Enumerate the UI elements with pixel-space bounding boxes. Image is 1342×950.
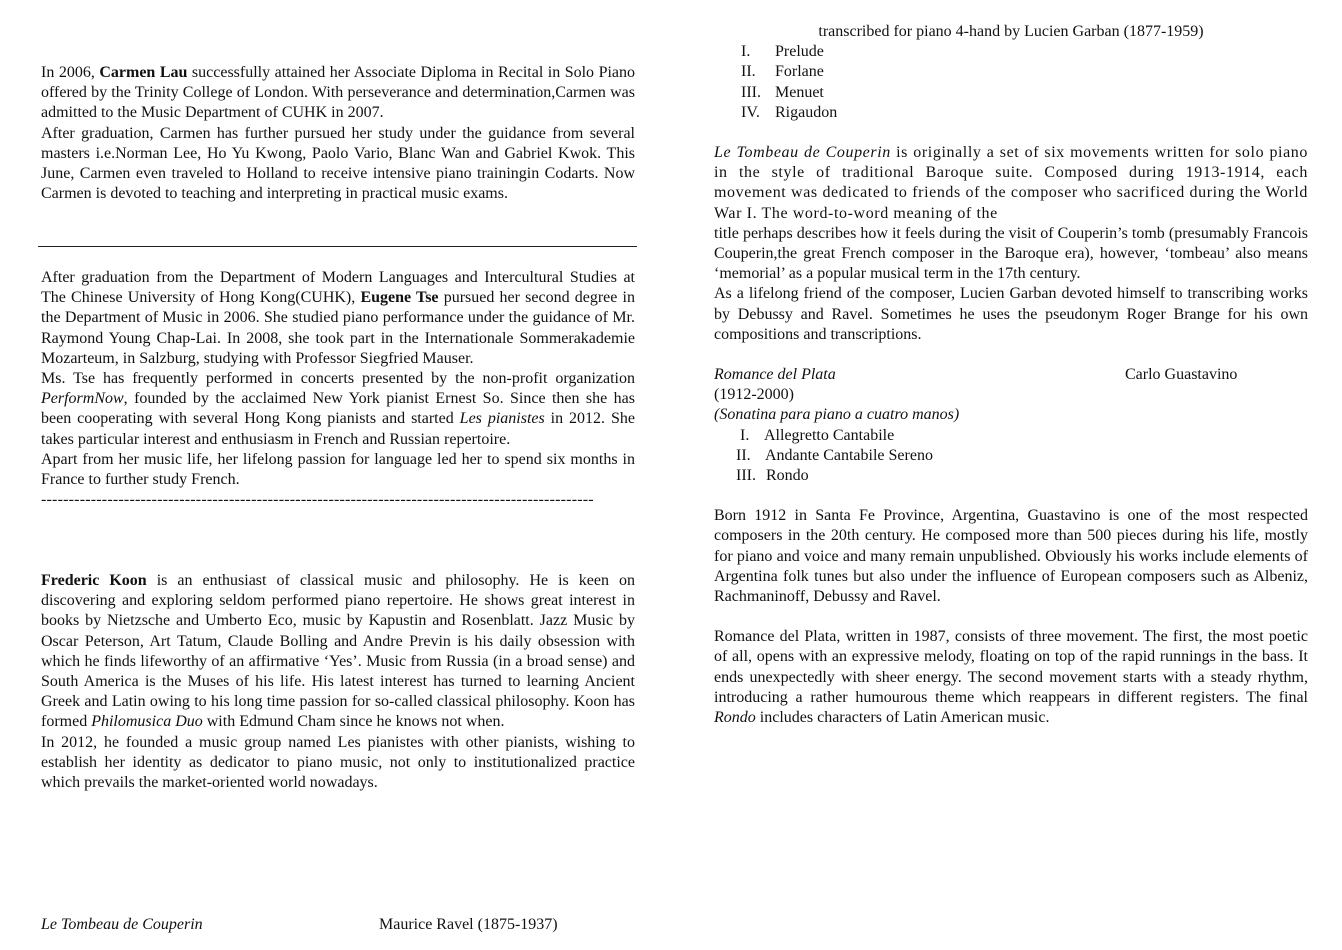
text-fragment: After graduation from the Department of Modern Languages and Intercultural Studies at The Chinese University of Hong Kong(CUHK),	[41, 269, 635, 307]
composer-ravel: Maurice Ravel (1875-1937)	[379, 916, 558, 933]
program-footer-entry	[41, 915, 641, 935]
work-subtitle-row	[714, 405, 1308, 425]
guastavino-notes-paragraph-1: Born 1912 in Santa Fe Province, Argentina, Guastavino is one of the most respected composers in the 20th century. He composed more than 500 pieces during his life, mostly for piano and voice and many remain unpublished. Obviously his works include elements of Argentina folk tunes but also under the influence of European composers such as Albeniz, Rachmaninoff, Debussy and Ravel.	[714, 507, 1308, 605]
carmen-bio-paragraph-1	[41, 63, 635, 124]
movement-name: Allegretto Cantabile	[764, 426, 895, 444]
group-name: Les pianistes	[459, 410, 545, 428]
text-fragment: is an enthusiast of classical music and philosophy. He is keen on discovering and exploring seldom performed piano repertoire. He shows great interest in books by Nietzsche and Umberto Eco, music by Kapustin and Rosenblatt. Jazz Music by Oscar Peterson, Art Tatum, Claude Bolling and Andre Previn is his daily obsession with which he finds lifeworthy of an affirmative ‘Yes’. Music from Russia (in a broad sense) and South America is the Muses of his life. His latest interest has turned to learning Ancient Greek and Latin owing to his long time passion for so-called classical philosophy. Koon has formed	[41, 572, 635, 731]
text-fragment: , founded by the acclaimed New York pianist Ernest So. Since then she has been cooperating with several Hong Kong pianists and started	[41, 390, 635, 428]
movement-number: III.	[741, 83, 761, 101]
section-divider-line	[38, 246, 637, 247]
eugene-bio-paragraph-3: Apart from her music life, her lifelong passion for language led her to spend six months in France to further study French.	[41, 450, 635, 489]
text-fragment: pursued her second degree in the Department of Music in 2006. She studied piano performance under the guidance of Mr. Raymond Young Chap-Lai. In 2008, she took part in the Internationale Sommerakademie Mozarteum, in Salzburg, studying with Professor Siegfried Mauser.	[41, 289, 635, 367]
ravel-notes-paragraph-2: As a lifelong friend of the composer, Lucien Garban devoted himself to transcribing works by Debussy and Ravel. Sometimes he uses the pseudonym Roger Brange for his own compositions and transcriptions.	[714, 285, 1308, 343]
work-title-romance-del-plata: Romance del Plata	[714, 365, 836, 383]
text-fragment: successfully attained her Associate Diploma in Recital in Solo Piano offered by the Trinity College of London. With perseverance and determination,Carmen was admitted to the Music Department of CUHK in 2007.	[41, 64, 636, 122]
movement-number: II.	[741, 63, 756, 81]
eugene-tse-bio	[41, 268, 635, 510]
frederic-bio-paragraph-1	[41, 571, 635, 733]
text-fragment: In 2006,	[41, 64, 100, 81]
dashed-separator: ----------------------------------------------------------------------------------------------------	[41, 491, 594, 509]
performer-name-carmen-lau: Carmen Lau	[99, 64, 188, 81]
work-title-le-tombeau: Le Tombeau de Couperin	[41, 916, 203, 933]
performer-name-eugene-tse: Eugene Tse	[360, 289, 439, 307]
guastavino-program	[714, 365, 1308, 486]
movement-item	[714, 426, 1308, 446]
program-heading	[714, 365, 1308, 385]
text-fragment: with Edmund Cham since he knows not when.	[202, 713, 505, 731]
movement-number: I.	[740, 426, 750, 444]
guastavino-notes-paragraph-2	[714, 627, 1308, 728]
guastavino-program-notes	[714, 506, 1308, 728]
eugene-bio-paragraph-2	[41, 369, 635, 450]
movement-item	[714, 103, 1308, 123]
guastavino-movements-list	[714, 426, 1308, 487]
movement-item	[714, 83, 1308, 103]
text-fragment: includes characters of Latin American music.	[755, 708, 1050, 726]
movement-item	[714, 62, 1308, 82]
movement-item	[714, 446, 1308, 466]
duo-name: Philomusica Duo	[91, 713, 203, 731]
movement-item	[714, 466, 1308, 486]
ravel-program-notes	[714, 143, 1308, 345]
composer-guastavino: Carlo Guastavino	[1125, 365, 1238, 383]
eugene-bio-paragraph-1	[41, 268, 635, 369]
movement-number: II.	[736, 446, 751, 464]
movement-name: Prelude	[775, 43, 824, 61]
performer-name-frederic-koon: Frederic Koon	[41, 572, 147, 589]
ravel-program	[714, 22, 1308, 123]
movement-number: III.	[736, 466, 756, 484]
text-fragment: is originally a set of six movements written for solo piano in the style of traditional Baroque suite. Composed during 1913-1914, each movement was dedicated to friends of the composer who sacrificed during the World War I. The word-to-word meaning of the	[714, 143, 1308, 222]
movement-name: Rigaudon	[775, 103, 838, 121]
movement-title-inline: Rondo	[714, 708, 756, 726]
movement-name: Menuet	[775, 83, 824, 101]
text-fragment: Ms. Tse has frequently performed in concerts presented by the non-profit organization	[41, 370, 635, 388]
text-fragment: in 2012. She takes particular interest and enthusiasm in French and Russian repertoire.	[41, 410, 635, 448]
right-column	[714, 22, 1308, 728]
ravel-notes-paragraph-1-spaced	[714, 143, 1308, 224]
movement-number: IV.	[741, 103, 760, 121]
carmen-bio-paragraph-2: After graduation, Carmen has further pursued her study under the guidance from several masters i.e.Norman Lee, Ho Yu Kwong, Paolo Vario, Blanc Wan and Gabriel Kwok. This June, Carmen even traveled to Holland to receive intensive piano trainingin Codarts. Now Carmen is devoted to teaching and interpreting in practical music exams.	[41, 124, 635, 203]
movement-name: Rondo	[766, 466, 809, 484]
transcription-subtitle: transcribed for piano 4-hand by Lucien Garban (1877-1959)	[818, 23, 1204, 40]
organization-name: PerformNow	[41, 390, 124, 408]
left-column	[41, 63, 635, 204]
movement-item	[714, 42, 1308, 62]
ravel-movements-list	[714, 42, 1308, 123]
text-fragment: Romance del Plata, written in 1987, consists of three movement. The first, the most poetic of all, opens with an expressive melody, floating on top of the rapid runnings in the bass. It ends unexpectedly with sheer energy. The second movement starts with a steady rhythm, introducing a rather humourous theme which reappears in different registers. The final	[714, 628, 1308, 706]
carmen-lau-bio	[41, 63, 635, 204]
frederic-koon-bio	[41, 571, 635, 793]
ravel-notes-paragraph-1-cont: title perhaps describes how it feels during the visit of Couperin’s tomb (presumably Francois Couperin,the great French composer in the Baroque era), however, ‘tombeau’ also means ‘memorial’ as a popular musical term in the 17th century.	[714, 224, 1308, 283]
movement-number: I.	[741, 43, 751, 61]
frederic-bio-paragraph-2: In 2012, he founded a music group named Les pianistes with other pianists, wishing to establish her identity as dedicator to piano music, not only to institutionalized practice which prevails the market-oriented world nowadays.	[41, 733, 635, 792]
composer-dates: (1912-2000)	[714, 386, 794, 404]
movement-name: Forlane	[775, 63, 824, 81]
work-subtitle: (Sonatina para piano a cuatro manos)	[714, 406, 960, 424]
work-title-inline: Le Tombeau de Couperin	[714, 143, 891, 161]
movement-name: Andante Cantabile Sereno	[765, 446, 933, 464]
